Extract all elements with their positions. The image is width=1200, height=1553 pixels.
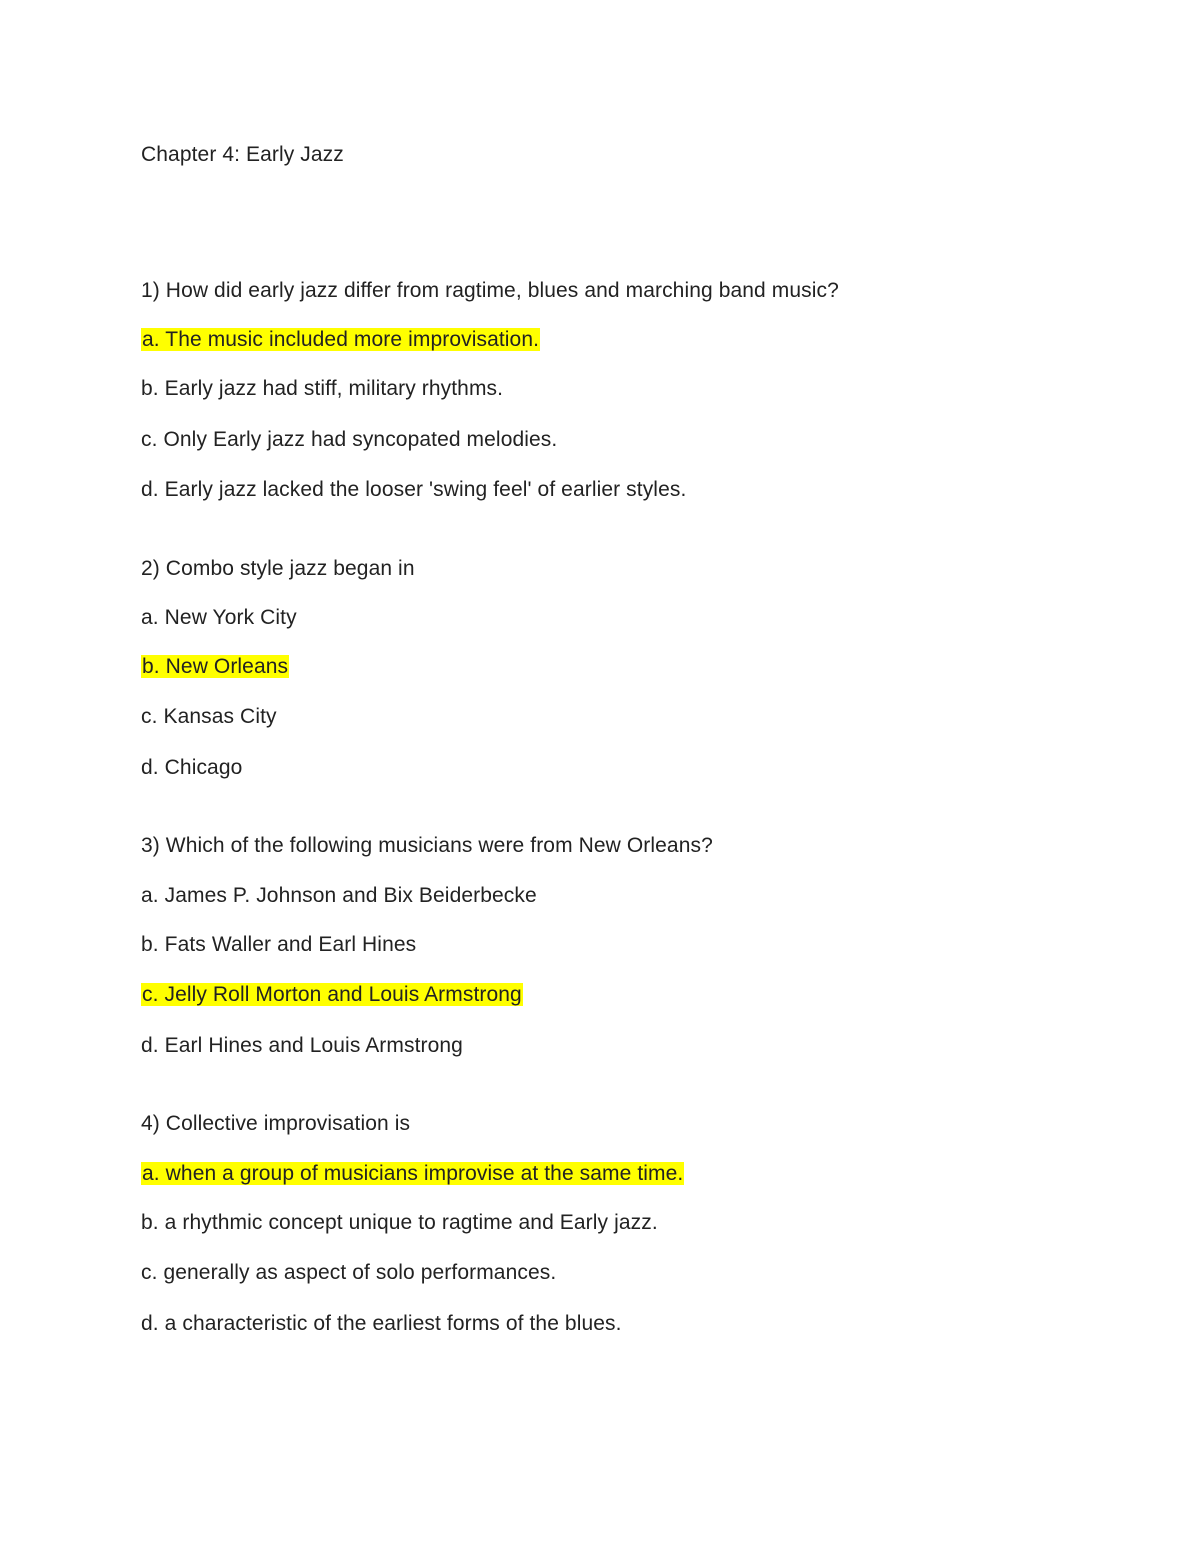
question-4-option-a	[141, 1161, 684, 1187]
highlighted-answer: a. when a group of musicians improvise at the same time.	[142, 1162, 684, 1185]
highlighted-answer: c. Jelly Roll Morton and Louis Armstrong	[142, 983, 522, 1006]
question-4-option-b: b. a rhythmic concept unique to ragtime and Early jazz.	[141, 1211, 658, 1234]
highlighted-answer: a. The music included more improvisation.	[142, 328, 540, 351]
question-4-option-c: c. generally as aspect of solo performances.	[141, 1261, 557, 1284]
question-3-option-a: a. James P. Johnson and Bix Beiderbecke	[141, 884, 537, 907]
question-1-option-d: d. Early jazz lacked the looser 'swing feel' of earlier styles.	[141, 478, 687, 501]
question-3-prompt: 3) Which of the following musicians were from New Orleans?	[141, 834, 713, 857]
question-2-option-c: c. Kansas City	[141, 705, 277, 728]
question-3-option-b: b. Fats Waller and Earl Hines	[141, 933, 417, 956]
question-1-option-b: b. Early jazz had stiff, military rhythms.	[141, 377, 504, 400]
question-2-option-d: d. Chicago	[141, 756, 243, 779]
question-3-option-c	[141, 982, 523, 1008]
question-1-option-a	[141, 327, 540, 353]
question-2-option-b	[141, 654, 289, 680]
question-4-option-d: d. a characteristic of the earliest forms of the blues.	[141, 1312, 622, 1335]
question-3-option-d: d. Earl Hines and Louis Armstrong	[141, 1034, 463, 1057]
question-2-prompt: 2) Combo style jazz began in	[141, 557, 415, 580]
highlighted-answer: b. New Orleans	[142, 655, 289, 678]
question-4-prompt: 4) Collective improvisation is	[141, 1112, 411, 1135]
page-title: Chapter 4: Early Jazz	[141, 143, 344, 166]
question-1-prompt: 1) How did early jazz differ from ragtime, blues and marching band music?	[141, 279, 839, 302]
question-2-option-a: a. New York City	[141, 606, 297, 629]
question-1-option-c: c. Only Early jazz had syncopated melodies.	[141, 428, 558, 451]
